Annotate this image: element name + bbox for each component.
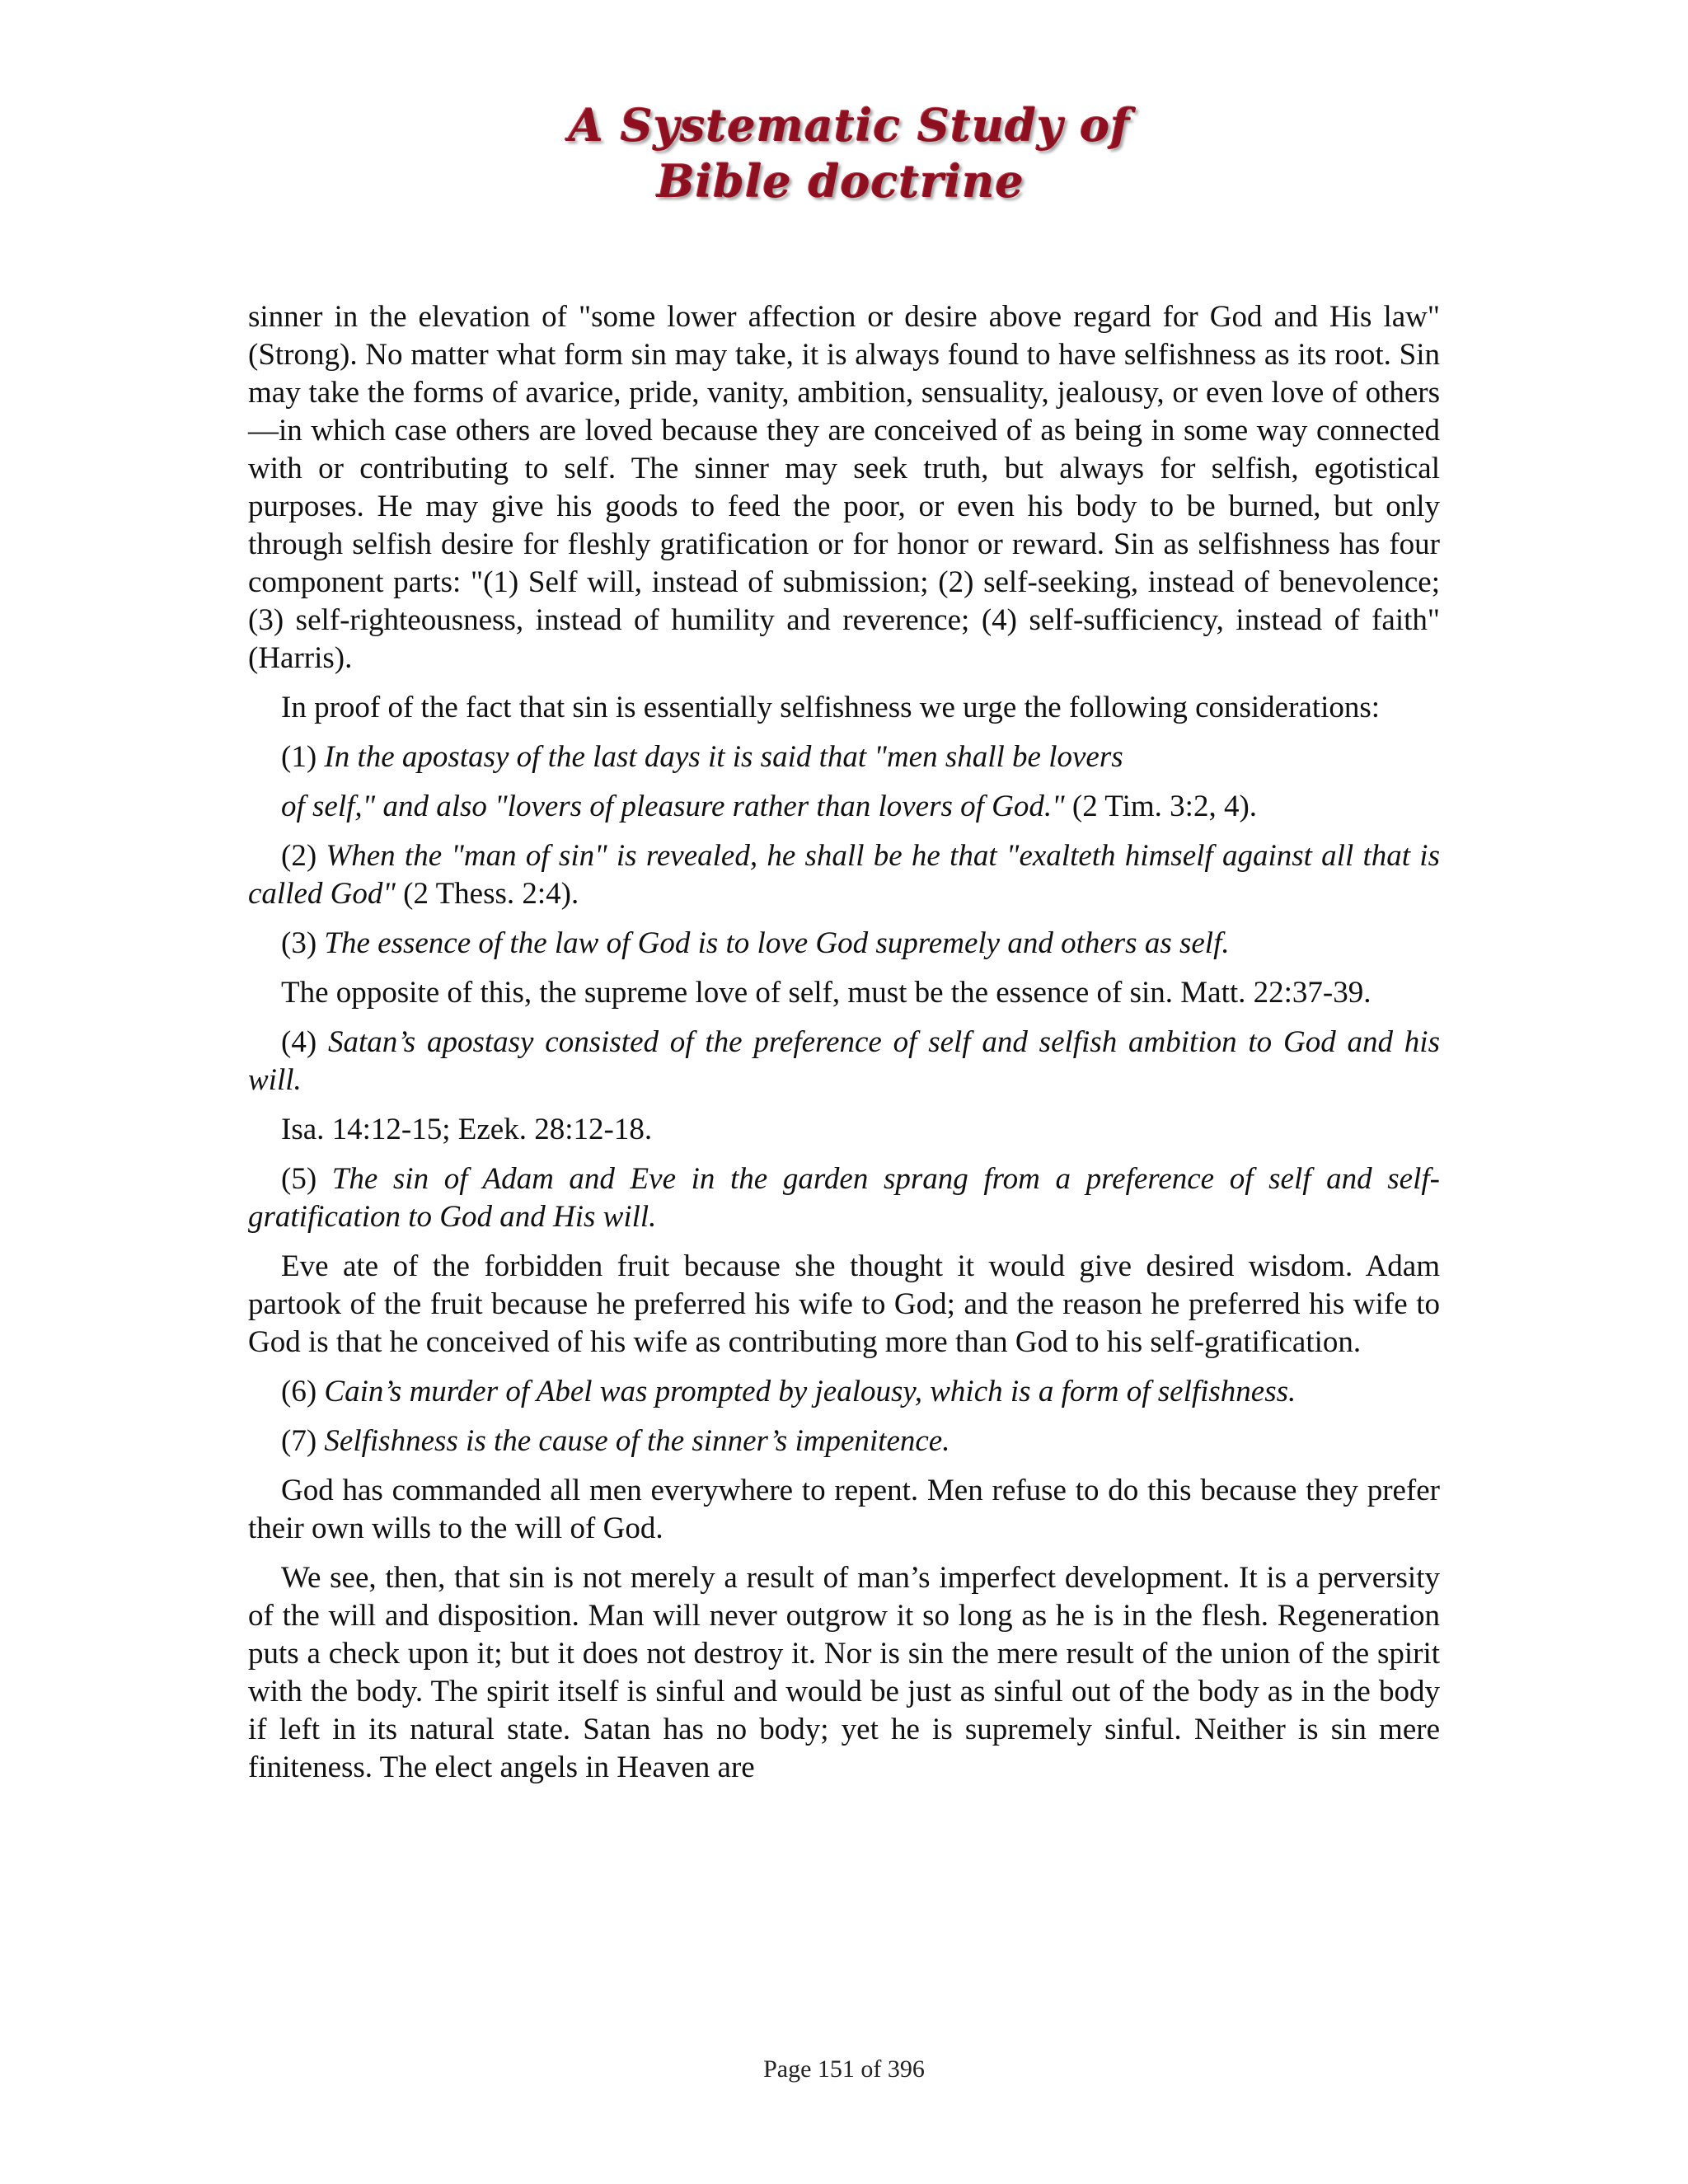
header-logo xyxy=(569,97,1131,221)
paragraph: We see, then, that sin is not merely a result of man’s imperfect development. It is a perversity of the will and disposition. Man will never outgrow it so long as he is in the flesh. Regeneration puts a check upon it; but it does not destroy it. Nor is sin the mere result of the union of the spirit with the body. The spirit itself is sinful and would be just as sinful out of the body as in the body if left in its natural state. Satan has no body; yet he is supremely sinful. Neither is sin mere finiteness. The elect angels in Heaven are xyxy=(248,1561,1440,1784)
numbered-point: (1) In the apostasy of the last days it is said that "men shall be lovers xyxy=(281,740,1123,774)
page-number: Page 151 of 396 xyxy=(763,2055,925,2083)
numbered-point: (2) When the "man of sin" is revealed, he shall be he that "exalteth himself against all that is called God" (2 Thess. 2:4). xyxy=(248,839,1440,911)
numbered-point: (7) Selfishness is the cause of the sinner’s impenitence. xyxy=(281,1424,950,1458)
paragraph: sinner in the elevation of "some lower affection or desire above regard for God and His law" (Strong). No matter what form sin may take, it is always found to have selfishness as its root. Sin may take the forms of avarice, pride, vanity, ambition, sensuality, jealousy, or even love of others—in which case others are loved because they are conceived of as being in some way connected with or contributing to self. The sinner may seek truth, but always for selfish, egotistical purposes. He may give his goods to feed the poor, or even his body to be burned, but only through selfish desire for fleshly gratification or for honor or reward. Sin as selfishness has four component parts: "(1) Self will, instead of submission; (2) self-seeking, instead of benevolence; (3) self-righteousness, instead of humility and reverence; (4) self-sufficiency, instead of faith" (Harris). xyxy=(248,300,1440,675)
numbered-point: (4) Satan’s apostasy consisted of the preference of self and selfish ambition to God and his will. xyxy=(248,1025,1440,1097)
paragraph: The opposite of this, the supreme love of self, must be the essence of sin. Matt. 22:37-39. xyxy=(281,976,1372,1010)
scripture-reference: Isa. 14:12-15; Ezek. 28:12-18. xyxy=(281,1113,653,1146)
numbered-point: (5) The sin of Adam and Eve in the garden sprang from a preference of self and self-gratification to God and His will. xyxy=(248,1162,1440,1234)
paragraph: In proof of the fact that sin is essentially selfishness we urge the following considerations: xyxy=(281,691,1381,724)
numbered-point: (6) Cain’s murder of Abel was prompted by jealousy, which is a form of selfishness. xyxy=(281,1375,1296,1408)
body-text xyxy=(248,298,1440,1798)
header-title-line-2: Bible doctrine xyxy=(657,155,1025,208)
paragraph: Eve ate of the forbidden fruit because she thought it would give desired wisdom. Adam partook of the fruit because he preferred his wife to God; and the reason he preferred his wife to God is that he conceived of his wife as contributing more than God to his self-gratification. xyxy=(248,1249,1440,1359)
numbered-point-continuation: of self," and also "lovers of pleasure rather than lovers of God." (2 Tim. 3:2, 4). xyxy=(281,790,1258,823)
header-title-line-1: A Systematic Study of xyxy=(569,99,1131,152)
paragraph: God has commanded all men everywhere to repent. Men refuse to do this because they prefer their own wills to the will of God. xyxy=(248,1474,1440,1545)
numbered-point: (3) The essence of the law of God is to love God supremely and others as self. xyxy=(281,926,1230,960)
